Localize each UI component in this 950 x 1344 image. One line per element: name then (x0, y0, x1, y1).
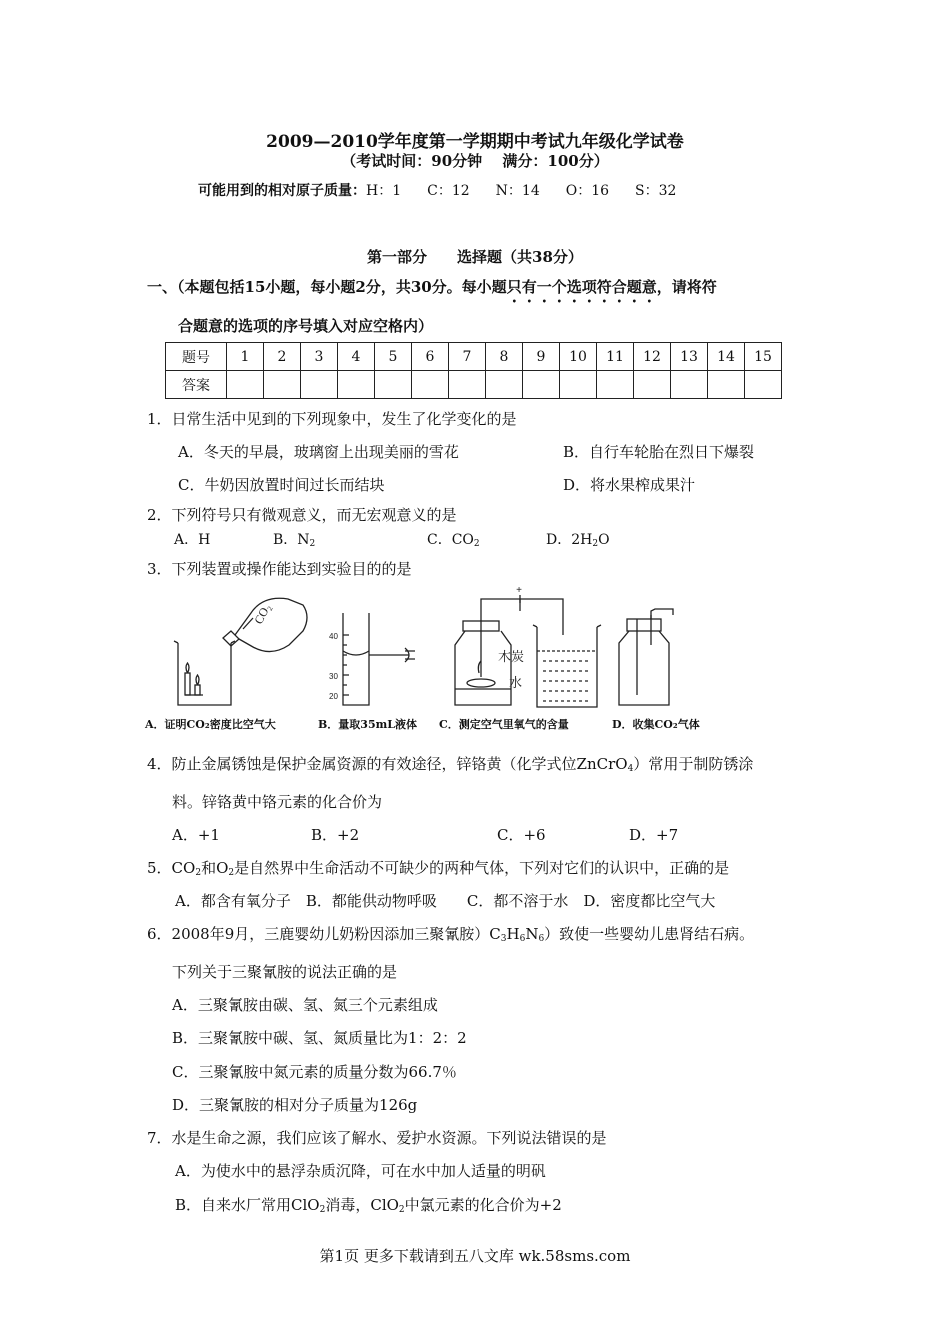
table-cell-number: 12 (634, 343, 671, 371)
q3-stem: 3．下列装置或操作能达到实验目的的是 (147, 560, 412, 578)
q5-stem-a: 5．CO (147, 859, 196, 877)
q6-stem-line1 (147, 923, 754, 944)
q2-c-sub: 2 (473, 539, 480, 549)
q6-option-b: B．三聚氰胺中碳、氢、氮质量比为1：2：2 (172, 1029, 467, 1047)
q6-h: H (506, 925, 520, 943)
answer-cell[interactable] (375, 371, 412, 399)
intro-part2: ，请将符 (656, 278, 717, 296)
answer-cell[interactable] (301, 371, 338, 399)
table-cell-number: 1 (227, 343, 264, 371)
q2-d-sub: 2 (592, 539, 599, 549)
q3-caption-b: B．量取35mL液体 (318, 718, 417, 731)
answer-cell[interactable] (449, 371, 486, 399)
q5-options: A．都含有氧分子 B．都能供动物呼吸 C．都不溶于水 D．密度都比空气大 (175, 892, 716, 910)
answer-cell[interactable] (560, 371, 597, 399)
q2-c-text: C．CO (427, 532, 474, 548)
q7-b-sub2: 2 (398, 1205, 405, 1215)
answer-cell[interactable] (634, 371, 671, 399)
clamp-mark: + (516, 585, 522, 596)
q5-sub1: 2 (195, 868, 202, 878)
answer-cell[interactable] (264, 371, 301, 399)
q7-b-pre: B．自来水厂常用ClO (175, 1196, 320, 1214)
mass-h: H：1 (366, 183, 402, 199)
mass-n: N：14 (495, 183, 540, 199)
q6-option-c: C．三聚氰胺中氮元素的质量分数为66.7％ (172, 1063, 457, 1081)
tick-20: 20 (329, 692, 338, 701)
q2-d-text: D．2H (546, 532, 593, 548)
q4-stem-post: ）常用于制防锈涂 (633, 755, 754, 773)
q3-apparatus-figure (143, 585, 743, 715)
charcoal-label: 木炭 (498, 650, 525, 665)
q1-stem: 1．日常生活中见到的下列现象中，发生了化学变化的是 (147, 410, 517, 428)
section-intro-line2: 合题意的选项的序号填入对应空格内） (178, 317, 434, 335)
q6-sub3: 6 (538, 934, 545, 944)
q2-option-d (546, 529, 610, 549)
table-cell-number: 9 (523, 343, 560, 371)
q2-option-a: A．H (174, 532, 211, 548)
table-cell-number: 8 (486, 343, 523, 371)
q6-sub1: 3 (500, 934, 507, 944)
answer-cell[interactable] (597, 371, 634, 399)
mass-o: O：16 (565, 183, 610, 199)
q5-sub2: 2 (228, 868, 235, 878)
row-label-answer: 答案 (166, 371, 227, 399)
q2-option-c (427, 529, 480, 549)
mass-s: S：32 (635, 183, 677, 199)
table-cell-number: 10 (560, 343, 597, 371)
q4-option-a: A．+1 (172, 826, 220, 844)
table-cell-number: 5 (375, 343, 412, 371)
q6-option-a: A．三聚氰胺由碳、氢、氮三个元素组成 (172, 996, 438, 1014)
q7-b-sub1: 2 (319, 1205, 326, 1215)
table-cell-number: 6 (412, 343, 449, 371)
exam-subtitle: （考试时间：90分钟 满分：100分） (341, 152, 609, 170)
q5-stem-c: 是自然界中生命活动不可缺少的两种气体，下列对它们的认识中，正确的是 (234, 859, 730, 877)
water-label: 水 (509, 676, 523, 691)
exam-title: 2009—2010学年度第一学期期中考试九年级化学试卷 (266, 132, 684, 152)
q6-stem-post: ）致使一些婴幼儿患肾结石病。 (544, 925, 755, 943)
q3-caption-c: C．测定空气里氧气的含量 (439, 718, 569, 731)
q6-stem-pre: 6．2008年9月，三鹿婴幼儿奶粉因添加三聚氰胺）C (147, 925, 501, 943)
table-cell-number: 3 (301, 343, 338, 371)
intro-part1: 一、（本题包括15小题，每小题2分，共30分。每小题 (147, 278, 507, 296)
answer-cell[interactable] (745, 371, 782, 399)
table-cell-number: 2 (264, 343, 301, 371)
answer-cell[interactable] (708, 371, 745, 399)
q2-d-post: O (598, 532, 610, 548)
mass-c: C：12 (427, 183, 470, 199)
answer-cell[interactable] (338, 371, 375, 399)
section-intro-line1 (147, 276, 717, 306)
q4-option-c: C．+6 (497, 826, 546, 844)
tick-30: 30 (329, 672, 338, 681)
atomic-masses (198, 180, 676, 200)
q7-option-b (175, 1194, 562, 1215)
row-label-number: 题号 (166, 343, 227, 371)
q2-stem: 2．下列符号只有微观意义，而无宏观意义的是 (147, 506, 457, 524)
table-cell-number: 11 (597, 343, 634, 371)
q7-option-a: A．为使水中的悬浮杂质沉降，可在水中加人适量的明矾 (175, 1162, 546, 1180)
table-cell-number: 4 (338, 343, 375, 371)
q4-stem-line1 (147, 753, 753, 774)
q3-caption-a: A．证明CO₂密度比空气大 (145, 718, 276, 731)
page-footer: 第1页 更多下载请到五八文库 wk.58sms.com (319, 1247, 631, 1265)
answer-table (165, 342, 782, 399)
bottle-label: CO₂ (251, 601, 274, 627)
gas-collection-bottle-illustration (619, 609, 673, 705)
answer-cell[interactable] (523, 371, 560, 399)
q6-sub2: 6 (519, 934, 526, 944)
q6-stem-line2: 下列关于三聚氰胺的说法正确的是 (172, 963, 398, 981)
q2-b-sub: 2 (309, 539, 316, 549)
q4-stem-line2: 料。锌铬黄中铬元素的化合价为 (172, 793, 383, 811)
intro-emphasis: 只有一个选项符合题意 (506, 278, 657, 296)
q4-option-d: D．+7 (629, 826, 679, 844)
answer-cell[interactable] (227, 371, 264, 399)
table-row-answers (166, 371, 782, 399)
q7-b-post: 中氯元素的化合价为+2 (404, 1196, 562, 1214)
table-cell-number: 7 (449, 343, 486, 371)
table-cell-number: 15 (745, 343, 782, 371)
q6-n: N (525, 925, 539, 943)
q4-option-b: B．+2 (311, 826, 360, 844)
answer-cell[interactable] (671, 371, 708, 399)
q6-option-d: D．三聚氰胺的相对分子质量为126g (172, 1096, 418, 1114)
section-title: 第一部分 选择题（共38分） (367, 248, 583, 266)
table-row-numbers (166, 343, 782, 371)
q7-b-mid: 消毒，ClO (325, 1196, 399, 1214)
q5-stem-b: 和O (201, 859, 229, 877)
q4-stem-pre: 4．防止金属锈蚀是保护金属资源的有效途径，锌铬黄（化学式位ZnCrO (147, 755, 628, 773)
q1-option-c: C．牛奶因放置时间过长而结块 (178, 476, 385, 494)
q1-option-b: B．自行车轮胎在烈日下爆裂 (563, 443, 755, 461)
table-cell-number: 13 (671, 343, 708, 371)
q5-stem (147, 857, 729, 878)
q3-caption-d: D．收集CO₂气体 (612, 718, 700, 731)
measuring-cylinder-illustration (343, 613, 415, 705)
tick-40: 40 (329, 632, 338, 641)
q2-option-b (273, 529, 315, 549)
q7-stem: 7．水是生命之源，我们应该了解水、爱护水资源。下列说法错误的是 (147, 1129, 607, 1147)
q2-b-text: B．N (273, 532, 310, 548)
beaker-candles-illustration (174, 598, 307, 705)
table-cell-number: 14 (708, 343, 745, 371)
q1-option-d: D．将水果榨成果汁 (563, 476, 696, 494)
q4-stem-sub: 4 (627, 764, 634, 774)
q1-option-a: A．冬天的早晨，玻璃窗上出现美丽的雪花 (178, 443, 459, 461)
atomic-masses-label: 可能用到的相对原子质量： (198, 183, 366, 199)
answer-cell[interactable] (486, 371, 523, 399)
oxygen-content-apparatus-illustration (455, 595, 601, 707)
answer-cell[interactable] (412, 371, 449, 399)
